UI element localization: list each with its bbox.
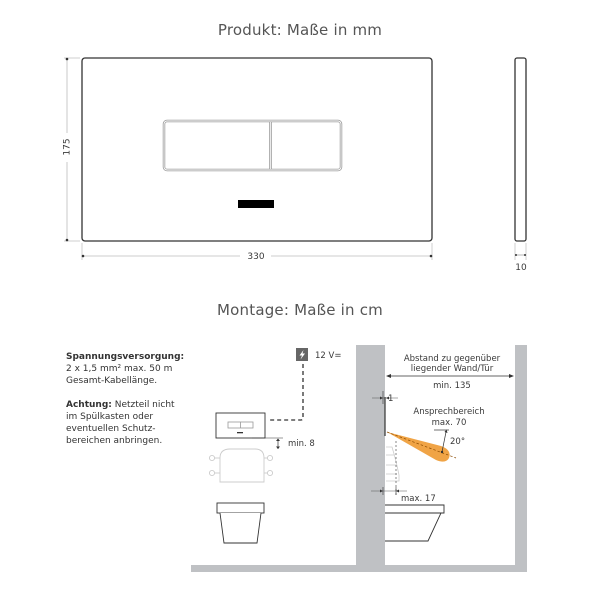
power-supply [268, 348, 341, 420]
detection-value: max. 70 [431, 418, 467, 428]
depth-value: 10 [515, 263, 527, 273]
detection-label: Ansprechbereich [413, 407, 485, 417]
product-title: Produkt: Maße in mm [217, 21, 383, 39]
width-dimension [82, 243, 433, 262]
distance-dimension [386, 354, 514, 391]
warning-note-line2: im Spülkasten oder [66, 412, 154, 422]
plate-offset-label: 1 [388, 394, 394, 404]
sensor-detection-zone [387, 430, 465, 462]
width-value: 330 [247, 252, 265, 262]
height-value: 175 [62, 138, 73, 156]
warning-note-heading: Achtung: [66, 400, 112, 410]
plate-schematic [216, 413, 315, 449]
max-offset-label: max. 17 [401, 494, 436, 504]
power-note-line2: Gesamt-Kabellänge. [66, 376, 158, 386]
mounting-notes [66, 351, 206, 459]
warning-note-line3: eventuellen Schutz- [66, 424, 156, 434]
toilet-bowl [385, 505, 444, 541]
power-label: 12 V= [315, 351, 342, 361]
toilet-hint [386, 447, 399, 481]
flush-plate-side-view [515, 58, 527, 273]
distance-label-1: Abstand zu gegenüber [403, 354, 501, 364]
distance-value: min. 135 [433, 381, 471, 391]
cistern [209, 449, 272, 482]
distance-label-2: liegender Wand/Tür [410, 364, 494, 374]
flush-plate-front-view [82, 58, 432, 241]
angle-label: 20° [450, 437, 466, 447]
power-note-line1: 2 x 1,5 mm² max. 50 m [66, 364, 173, 374]
power-note-heading: Spannungsversorgung: [66, 352, 185, 362]
height-dimension [63, 58, 81, 242]
waste-bin [217, 503, 264, 543]
warning-note-line4: bereichen anbringen. [66, 436, 163, 446]
min-gap-label: min. 8 [288, 439, 315, 449]
mounting-title: Montage: Maße in cm [217, 301, 383, 319]
warning-note-text1: Netzteil nicht [111, 400, 175, 410]
power-note [66, 351, 206, 387]
warning-note [66, 399, 206, 447]
detection-range-label [413, 407, 484, 428]
